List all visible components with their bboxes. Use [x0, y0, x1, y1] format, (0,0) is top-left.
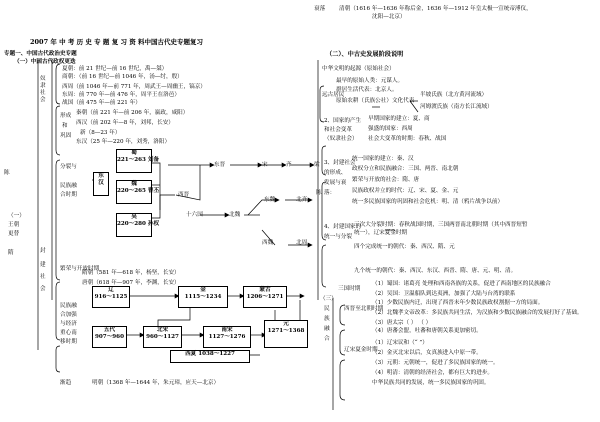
western-han: 西汉（前 202 年—8 年，刘邦，长安） — [76, 120, 174, 126]
ethnic2-label-3: 与经济 — [60, 321, 77, 327]
period-text-10: （4）明清：清朝的经济社会，都有巨大的进步。 — [372, 370, 494, 376]
state-item-2: 强盛的国家：西周 — [368, 126, 413, 132]
tall-label-2: 王朝 — [8, 222, 20, 228]
period-text-7: （1）辽宋议和（“ ”） — [372, 340, 428, 346]
state-label-2: 和社会变革 — [324, 127, 352, 133]
period-text-2: （2）吴国：卫温船队到达夷洲，加强了大陆与台湾的联系 — [372, 291, 516, 297]
northern-qi: 北齐 — [296, 197, 308, 203]
ethnic2-label-5: 移时期 — [60, 339, 77, 345]
yuan-box: 元 1271～1368 — [264, 320, 308, 348]
xia-dynasty: 夏朝：前 21 世纪—前 16 世纪，禹—桀） — [62, 66, 168, 72]
section-1-heading: （一）中国古代政权更迭 — [14, 59, 76, 65]
sec3-label-4: 融 — [324, 326, 330, 332]
feudal-item-4: 民族政权并立的时代：辽、宋、夏、金、元 — [352, 188, 459, 194]
farming-culture: 原始农耕（氏族公社）文化代表 — [336, 98, 415, 104]
xixia-box: 西夏 1038～1227 — [170, 350, 250, 363]
sec3-label-1: （三） — [320, 296, 337, 302]
period-text-5: （3）唐太宗（ ） （ ） — [372, 320, 432, 326]
western-zhou: 西周（前 1046 年—前 771 年，周武王—周幽王，镐京） — [62, 84, 206, 90]
wei-years: 220～265 曹丕 — [117, 188, 160, 194]
shu-box — [116, 149, 160, 173]
ethnic-label-1: 民族融 — [60, 183, 77, 189]
nansong-box: 南宋 1127～1276 — [203, 326, 251, 348]
period-text-6: （4）唐蕃会盟，吐蕃和唐朝关系更加密切。 — [372, 328, 482, 334]
item-1: 中华文明的起源（原始社会） — [322, 66, 395, 72]
tall-label-1: （一） — [8, 213, 25, 219]
state-label-1: 2、国家的产生 — [324, 118, 362, 124]
wei-box — [116, 180, 160, 204]
period-label-2: 西晋至北朝时期 — [344, 306, 384, 312]
ethnic-label-2: 合时期 — [60, 192, 77, 198]
unify-item-2: 统一），辽宋夏金时期 — [354, 230, 408, 236]
period-text-4: （2）北魏孝文帝改革：多民族共同生活，为汉族和少数民族融合的发展打好了基础。 — [372, 310, 583, 316]
eastern-han-box: 东 汉 — [93, 172, 109, 196]
western-jin: 西晋 — [178, 192, 190, 198]
header-right-line-1: 清朝（1616 年—1636 年称后金，1636 年—1912 年皇太极一宣统帝溥仪， — [339, 6, 532, 12]
eastern-han: 东汉（25 年—220 年，刘秀，洛阳） — [76, 139, 171, 145]
xin-dynasty: 新（8—23 年） — [80, 130, 121, 136]
wu-box — [116, 213, 160, 237]
feudal-item-2: 政权分立和民族融合：三国、两晋、南北朝 — [352, 166, 459, 172]
formation-label-1: 形成 — [60, 113, 72, 119]
sec3-label-3: 族 — [324, 316, 330, 322]
feudal-label-3: 社 — [40, 274, 46, 280]
unify-right-label-2: 统一与分裂 — [324, 234, 352, 240]
ethnic2-label-1: 民族融 — [60, 303, 77, 309]
northern-wei: 北魏 — [229, 212, 241, 218]
feudal-label-4: 会 — [40, 286, 46, 292]
period-text-11: 中华民族共同的发展，统一多民族国家的巩固。 — [372, 380, 490, 386]
jin-box: 金 1115～1234 — [178, 286, 228, 308]
period-text-1: （1）蜀国：诸葛亮 处理和西南各族的关系，促进了西南地区的民族融合 — [372, 281, 551, 287]
shu-years: 221～263 刘备 — [117, 157, 160, 163]
unify-item-1: 三次大分裂时期：春秋战国时期，三国两晋南北朝时期（其中西晋短暂 — [354, 222, 528, 228]
liao-box: 辽 916～1125 — [92, 286, 130, 308]
chen-south: 陈 — [316, 190, 322, 196]
header-right-line-2: 沈阳—北京） — [372, 14, 406, 20]
section-2-heading: （二）、中古史发展阶段说明 — [326, 51, 404, 58]
period-text-8: （2）金灭北宋以后，女真族进入中原一带。 — [372, 350, 482, 356]
eastern-jin: 东晋 — [214, 162, 226, 168]
header-right-label: 衰落 — [314, 6, 326, 12]
ethnic2-label-2: 合加强 — [60, 312, 77, 318]
sixteen-kingdoms: 十六国 — [186, 212, 203, 218]
qin-dynasty: 秦朝（前 221 年—前 206 年，嬴政，咸阳） — [76, 110, 189, 116]
yuanmou-man: 最早的原始人类：元谋人。 — [336, 78, 404, 84]
split-label: 分裂与 — [60, 164, 77, 170]
feudal-right-label-4: 落： — [324, 190, 336, 196]
period-text-9: （3）元朝：元朝统一，促进了多民族国家的统一。 — [372, 360, 499, 366]
formation-label-2: 和 — [62, 123, 68, 129]
unify-item-3: 四个完成统一的朝代：秦、西汉、隋、元 — [354, 244, 455, 250]
shu-name: 蜀 — [131, 150, 137, 156]
beisong-box: 北宋 960～1127 — [143, 326, 182, 348]
wudai-box: 五代 907～960 — [92, 326, 127, 348]
unify-period-label: 繁荣与开放时期 — [60, 266, 100, 272]
qi-south: 齐 — [286, 162, 292, 168]
slave-society-label: 奴隶社会 — [40, 76, 46, 103]
song-south: 宋 — [262, 162, 268, 168]
unify-right-label-1: 4、封建国家的 — [324, 224, 362, 230]
tall-label-4: 隋 — [8, 250, 14, 256]
feudal-right-label-1: 3、封建社会 — [324, 160, 356, 166]
ming-dynasty: 明朝（1368 年—1644 年，朱元璋，应天—北京） — [92, 380, 220, 386]
topic-1-heading: 专题一、中国古代政治史专题 — [4, 51, 77, 57]
menggu-box: 蒙古 1206～1271 — [243, 286, 287, 308]
sec3-label-2: 民 — [324, 306, 330, 312]
unify-item-4: 九个统一的朝代：秦、西汉、东汉、西晋、隋、唐、元、明、清。 — [354, 268, 517, 274]
peking-man: 群居生活代表：北京人。 — [336, 87, 398, 93]
liang-south: 梁 — [314, 162, 320, 168]
chen-char: 陈 — [4, 170, 10, 176]
warring-states: 战国（前 475 年—前 221 年） — [62, 100, 141, 106]
eastern-zhou: 东周：前 770 年—前 476 年，周平王在洛邑） — [62, 92, 180, 98]
sec3-label-5: 合 — [324, 336, 330, 342]
page-title: 2007 年 中 考 历 史 专 题 复 习 资 料中国古代史专题复习 — [30, 38, 203, 46]
tall-label-3: 更替 — [8, 231, 20, 237]
wu-name: 吴 — [131, 214, 137, 220]
feudal-right-label-2: 的形成、 — [324, 170, 347, 176]
ethnic2-label-4: 重心南 — [60, 330, 77, 336]
decline-label: 渐趋 — [60, 380, 72, 386]
state-item-3: 社会大变革的时期：春秋、战国 — [368, 136, 447, 142]
sui-dynasty: 隋朝（581 年—618 年，杨坚，长安） — [82, 270, 180, 276]
feudal-label-1: 封 — [40, 248, 46, 254]
far-ancient-label: 远古居民 — [322, 92, 345, 98]
feudal-right-label-3: 发展与衰 — [324, 180, 347, 186]
eastern-wei: 东魏 — [264, 197, 276, 203]
wei-name: 魏 — [131, 181, 137, 187]
shang-dynasty: 商朝：（前 16 世纪—前 1046 年，汤—纣，殷） — [62, 74, 183, 80]
period-label-3: 辽宋夏金时期 — [344, 347, 378, 353]
state-item-1: 早期国家的建立：夏、商 — [368, 116, 430, 122]
period-text-3: （1）少数民族内迁，出现了西晋末年少数民族政权割据一方的局面。 — [372, 300, 544, 306]
period-label-1: 三国时期 — [338, 286, 361, 292]
wu-years: 220～280 孙权 — [117, 221, 160, 227]
tang-dynasty: 唐朝（618 年—907 年，李渊，长安） — [82, 280, 180, 286]
northern-zhou: 北周 — [296, 240, 308, 246]
western-wei: 西魏 — [262, 240, 274, 246]
feudal-item-3: 繁荣与开放的社会：隋、唐 — [352, 177, 420, 183]
hemudu-clan: 河姆渡氏族（南方长江流域） — [420, 104, 493, 110]
feudal-item-1: 统一国家的建立：秦、汉 — [352, 156, 414, 162]
feudal-label-2: 建 — [40, 262, 46, 268]
banpo-clan: 半坡氏族（北方黄河流域） — [420, 92, 488, 98]
state-label-3: （奴隶社会） — [324, 136, 358, 142]
formation-label-3: 巩固 — [60, 133, 72, 139]
feudal-item-5: 统一多民族国家的巩固和社会危机：明、清（鸦片战争以前） — [352, 199, 504, 205]
